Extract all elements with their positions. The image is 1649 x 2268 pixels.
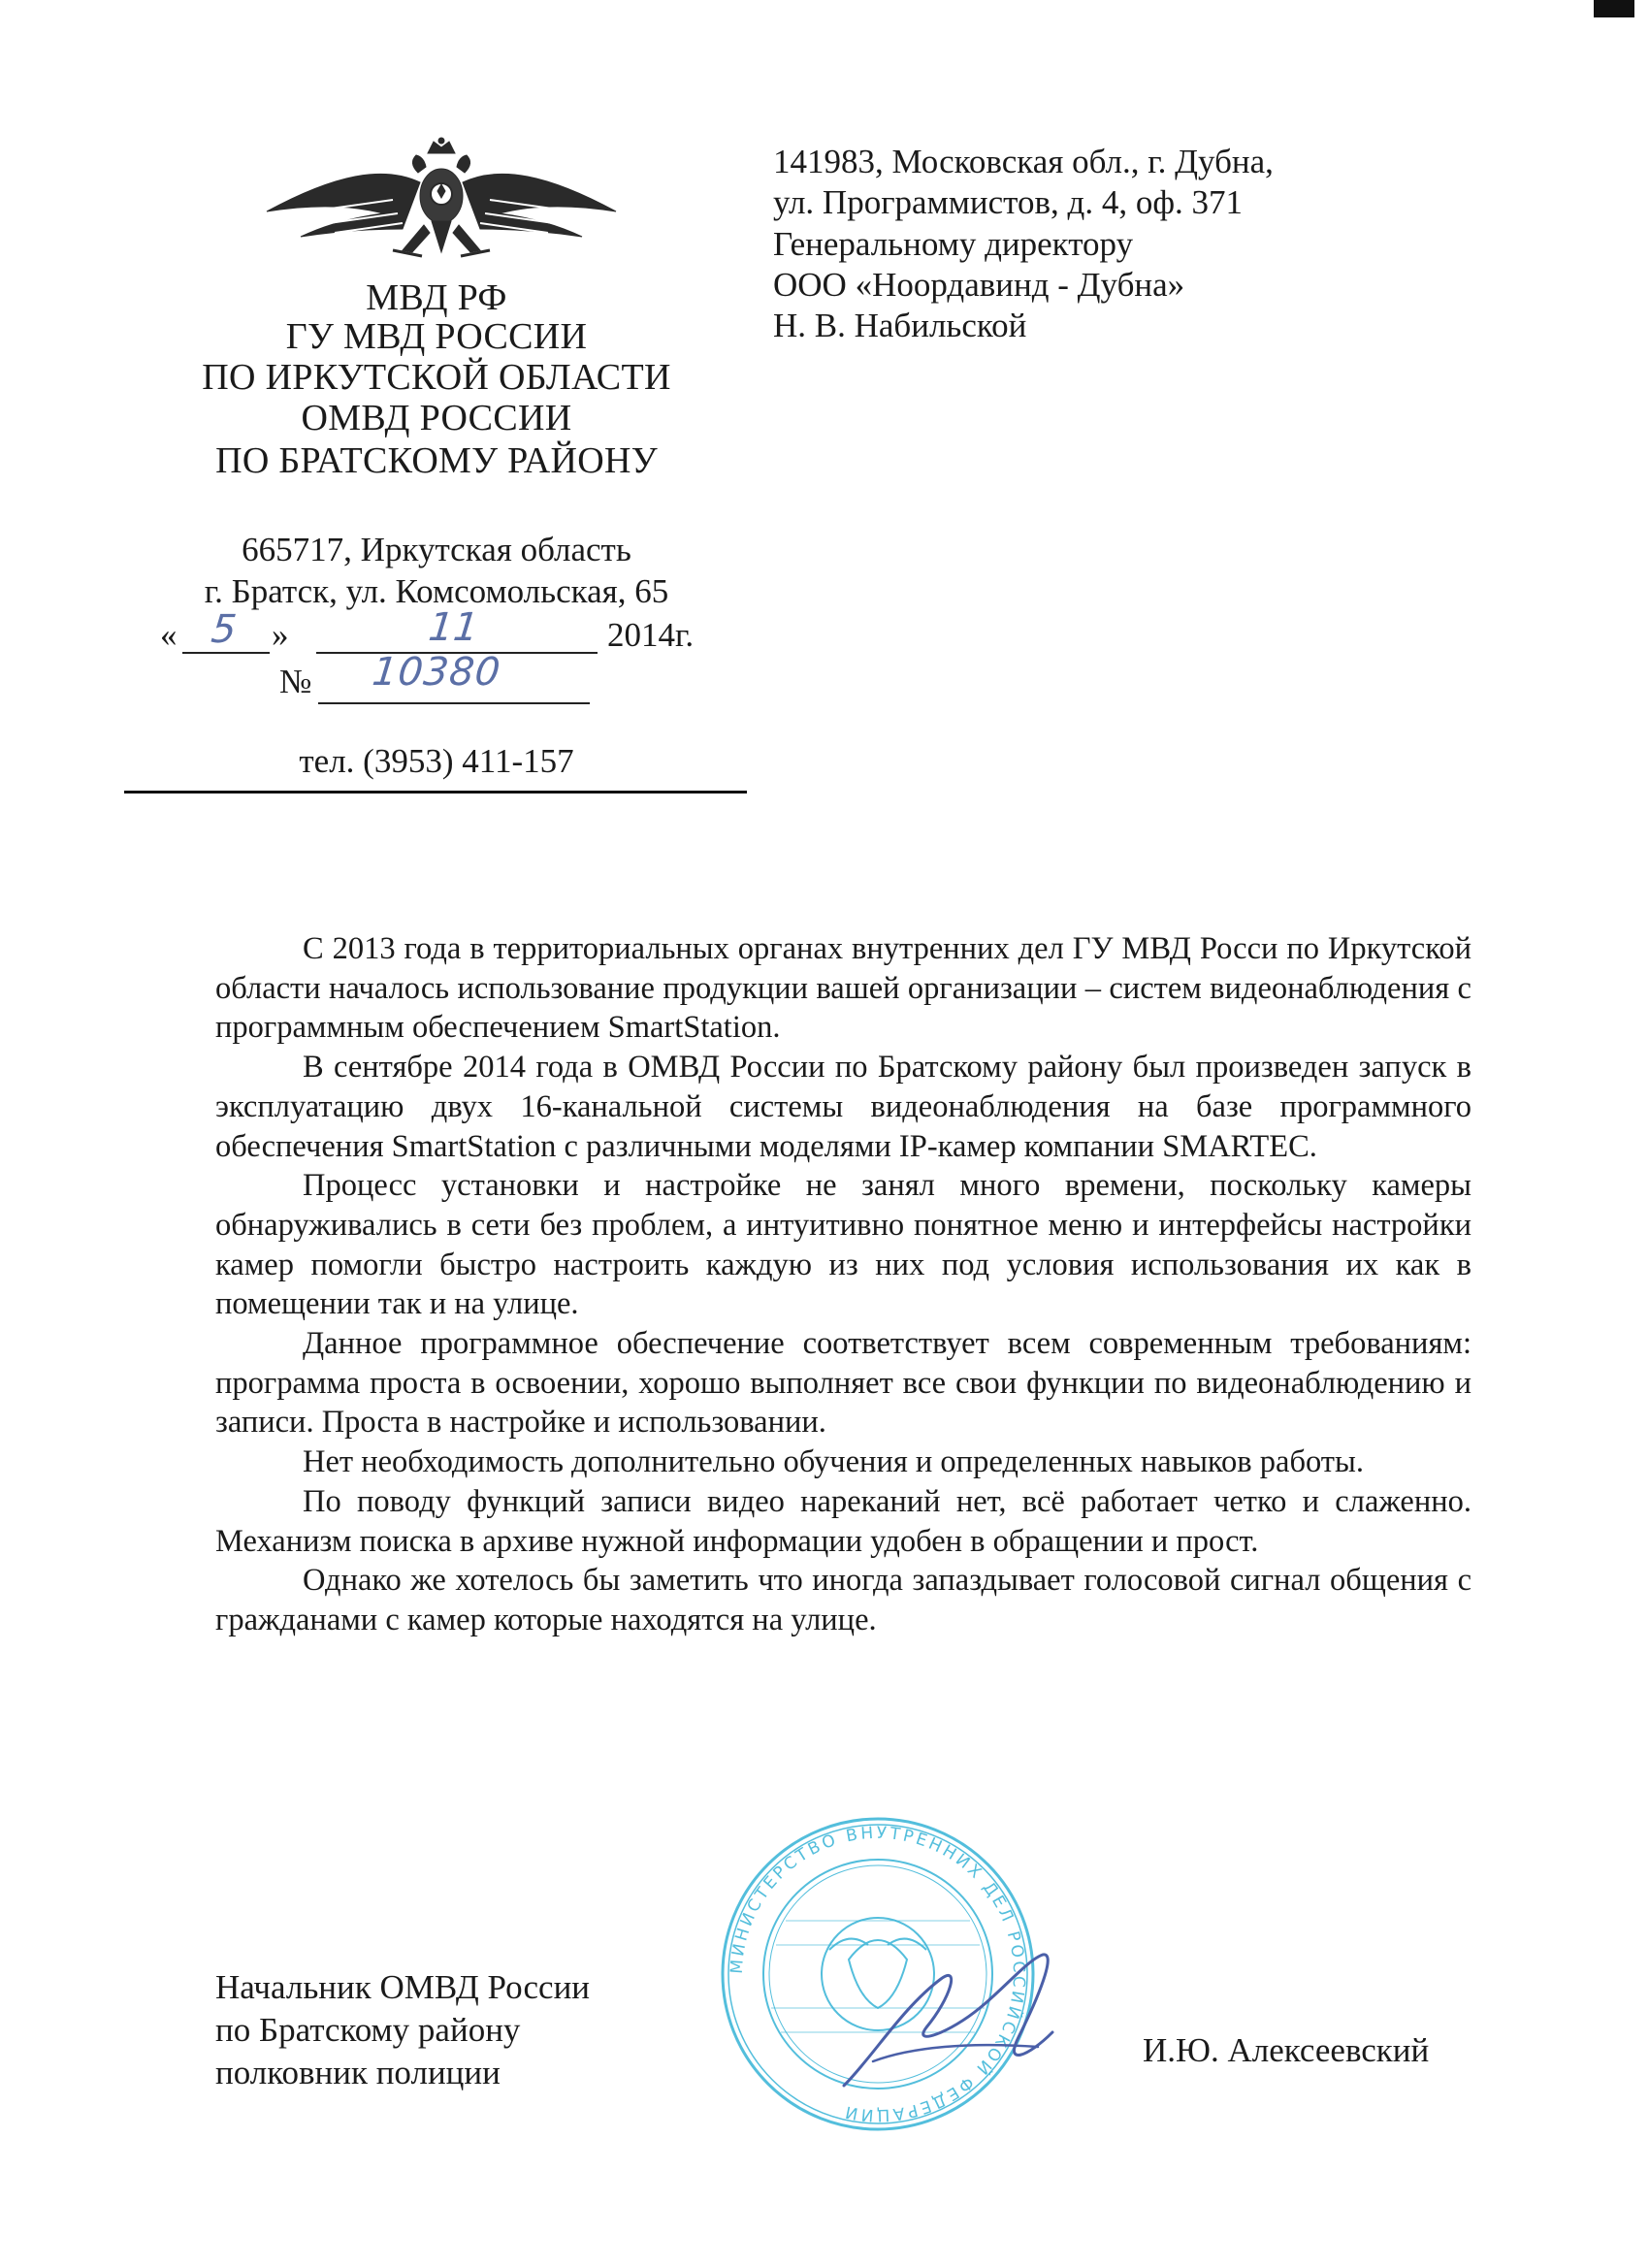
sender-line-region: ПО ИРКУТСКОЙ ОБЛАСТИ (202, 357, 671, 398)
signer-position-line-1: Начальник ОМВД России (215, 1968, 591, 2006)
body-paragraph: Однако же хотелось бы заметить что иногда запаздывает голосовой сигнал общения с гражданами с камер которые находятся на улице. (215, 1563, 1471, 1637)
letter-body (215, 929, 1471, 1640)
date-month-handwritten: 11 (426, 605, 481, 650)
number-underline (318, 702, 590, 704)
number-handwritten: 10380 (370, 650, 503, 695)
scan-corner-mark (1594, 0, 1634, 17)
sender-phone: тел. (3953) 411-157 (299, 742, 574, 780)
recipient-line-4: ООО «Ноордавинд - Дубна» (773, 266, 1185, 304)
date-close-quote: » (272, 616, 289, 654)
sender-line-mvd: МВД РФ (366, 277, 507, 318)
date-day-underline (182, 652, 270, 654)
number-label: № (279, 663, 312, 700)
sender-line-gu-mvd: ГУ МВД РОССИИ (285, 316, 588, 357)
stamp-outer-text: МИНИСТЕРСТВО ВНУТРЕННИХ ДЕЛ РОССИЙСКОЙ ФЕДЕРАЦИИ (727, 1823, 1029, 2125)
body-paragraph: Данное программное обеспечение соответствует всем современным требованиям: программа проста в освоении, хорошо выполняет все свои функции по видеонаблюдению и записи. Проста в настройке и использовании. (215, 1326, 1471, 1441)
body-paragraph: С 2013 года в территориальных органах внутренних дел ГУ МВД Росси по Иркутской области началось использование продукции вашей организации – систем видеонаблюдения с программным обеспечением SmartStation. (215, 931, 1471, 1046)
sender-address-line-1: 665717, Иркутская область (242, 531, 631, 568)
sender-line-omvd: ОМВД РОССИИ (301, 398, 572, 438)
date-year: 2014г. (607, 616, 695, 654)
body-paragraph: По поводу функций записи видео нареканий нет, всё работает четко и слаженно. Механизм поиска в архиве нужной информации удобен в обращении и прост. (215, 1483, 1471, 1559)
body-paragraph: Процесс установки и настройке не занял много времени, поскольку камеры обнаруживались в сети без проблем, а интуитивно понятное меню и интерфейсы настройки камер помогли быстро настроить каждую из них под условия использования их как в помещении так и на улице. (215, 1168, 1471, 1322)
date-day-handwritten: 5 (209, 607, 239, 652)
signer-position-line-2: по Братскому району (215, 2011, 521, 2049)
letter-number (155, 650, 737, 704)
recipient-line-5: Н. В. Набильской (773, 307, 1027, 344)
recipient-line-2: ул. Программистов, д. 4, оф. 371 (773, 183, 1244, 221)
recipient-line-1: 141983, Московская обл., г. Дубна, (773, 143, 1274, 180)
body-paragraph: Нет необходимость дополнительно обучения и определенных навыков работы. (303, 1444, 1364, 1480)
handwritten-signature (834, 1940, 1067, 2115)
mvd-eagle-emblem-icon (247, 136, 635, 291)
sender-address-line-2: г. Братск, ул. Комсомольская, 65 (204, 572, 669, 610)
recipient-line-3: Генеральному директору (773, 225, 1134, 263)
signer-position-line-3: полковник полиции (215, 2054, 501, 2091)
header-divider (124, 791, 747, 794)
body-paragraph: В сентябре 2014 года в ОМВД России по Братскому району был произведен запуск в эксплуатацию двух 16-канальной системы видеонаблюдения на базе программного обеспечения SmartStation с различными моделями IP-камер компании SMARTEC. (215, 1050, 1471, 1164)
date-open-quote: « (160, 616, 178, 654)
signer-name: И.Ю. Алексеевский (1143, 2031, 1430, 2069)
sender-line-district: ПО БРАТСКОМУ РАЙОНУ (215, 440, 658, 481)
